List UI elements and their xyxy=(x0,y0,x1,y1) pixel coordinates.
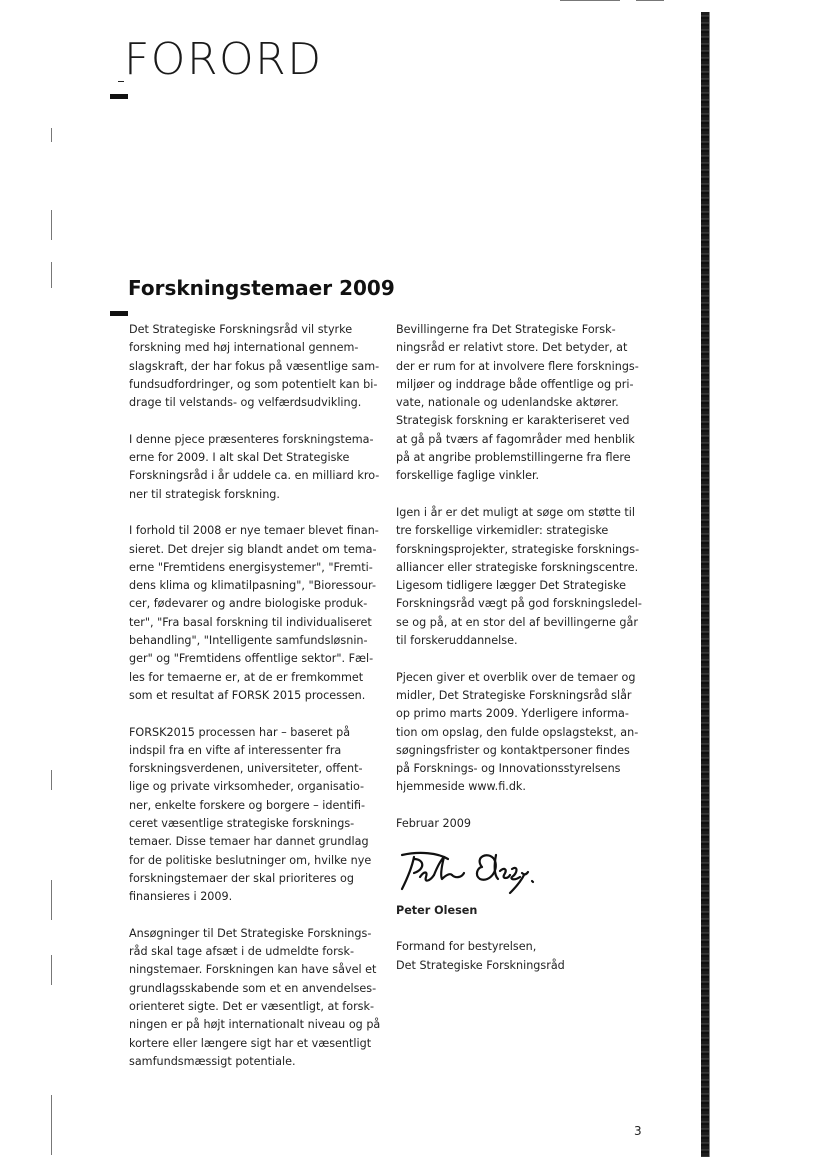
scan-margin-mark xyxy=(51,955,52,985)
scan-margin-mark xyxy=(51,880,52,920)
section-dash-marker xyxy=(110,311,128,316)
scan-top-mark xyxy=(560,0,620,1)
left-paragraph-4: FORSK2015 processen har – baseret på indspil fra en vifte af interessenter fra forskningsverdenen, universiteter, offent- lige og private virksomheder, organisatio- ner, enkelte forskere og borgere – identifi- ceret væsentlige strategiske forsknings- temaer. Disse temaer har dannet grundlag for de politiske beslutninger om, hvilke nye forskningstemaer der skal prioriteres og finansieres i 2009. xyxy=(129,725,372,904)
title-dash-marker xyxy=(110,94,128,99)
left-paragraph-5: Ansøgninger til Det Strategiske Forsknings- råd skal tage afsæt i de udmeldte forsk- ningstemaer. Forskningen kan have såvel et grundlagsskabende som et en anvendelses- orienteret sigte. Det er væsentligt, at forsk- ningen er på højt internationalt niveau og på kortere eller længere sigt har et væsentligt samfundsmæssigt potentiale. xyxy=(129,926,381,1068)
signer-role: Formand for bestyrelsen, Det Strategiske Forskningsråd xyxy=(396,940,565,972)
scan-margin-mark xyxy=(51,128,52,142)
signature-icon xyxy=(390,845,550,895)
scan-binding-edge xyxy=(701,12,709,1157)
right-paragraph-3: Pjecen giver et overblik over de temaer og midler, Det Strategiske Forskningsråd slår op primo marts 2009. Yderligere informa- tion om opslag, den fulde opslagstekst, an- søgningsfrister og kontaktpersoner findes på Forsknings- og Innovationsstyrelsens hjemmeside www.fi.dk. xyxy=(396,670,639,794)
scan-margin-mark xyxy=(51,262,52,288)
left-paragraph-3: I forhold til 2008 er nye temaer blevet finan- sieret. Det drejer sig blandt andet om tema- erne "Fremtidens energisystemer", "Fremti- dens klima og klimatilpasning", "Bioressour- cer, fødevarer og andre biologiske produk- ter", "Fra basal forskning til individualiseret behandling", "Intelligente samfundsløsnin- ger" og "Fremtidens offentlige sektor". Fæl- les for temaerne er, at de er fremkommet som et resultat af FORSK 2015 processen. xyxy=(129,524,379,702)
scan-margin-mark xyxy=(51,210,52,240)
left-column xyxy=(129,321,381,1089)
right-paragraph-1: Bevillingerne fra Det Strategiske Forsk- ningsråd er relativt store. Det betyder, at der er rum for at involvere flere forsknings- miljøer og inddrage både offentlige og pri- vate, nationale og udenlandske aktører. Strategisk forskning er karakteriseret ved at gå på tværs af fagområder med henblik på at angribe problemstillingerne fra flere forskellige faglige vinkler. xyxy=(396,323,639,483)
scan-margin-mark xyxy=(51,1095,52,1155)
right-paragraph-2: Igen i år er det muligt at søge om støtte til tre forskellige virkemidler: strategiske forskningsprojekter, strategiske forsknings- alliancer eller strategiske forskningscentre. Ligesom tidligere lægger Det Strategiske Forskningsråd vægt på god forskningsledel- se og på, at en stor del af bevillingerne går til forskeruddannelse. xyxy=(396,505,642,648)
scan-margin-mark xyxy=(51,770,52,790)
scan-top-mark xyxy=(636,0,664,1)
signer-name: Peter Olesen xyxy=(396,903,478,917)
date-line: Februar 2009 xyxy=(396,817,471,831)
section-heading: Forskningstemaer 2009 xyxy=(128,276,395,300)
title-underline-tick xyxy=(118,81,124,82)
left-paragraph-2: I denne pjece præsenteres forskningstema- erne for 2009. I alt skal Det Strategiske Forskningsråd i år uddele ca. en milliard kro- ner til strategisk forskning. xyxy=(129,432,380,501)
left-paragraph-1: Det Strategiske Forskningsråd vil styrke forskning med høj international gennem- slagskraft, der har fokus på væsentlige sam- fundsudfordringer, og som potentielt kan bi- drage til velstands- og velfærdsudvikling. xyxy=(129,323,380,410)
page-number: 3 xyxy=(634,1124,642,1138)
page-title: FORORD xyxy=(124,34,323,85)
right-column xyxy=(396,321,648,993)
scan-binding-edge-line xyxy=(709,12,710,1157)
